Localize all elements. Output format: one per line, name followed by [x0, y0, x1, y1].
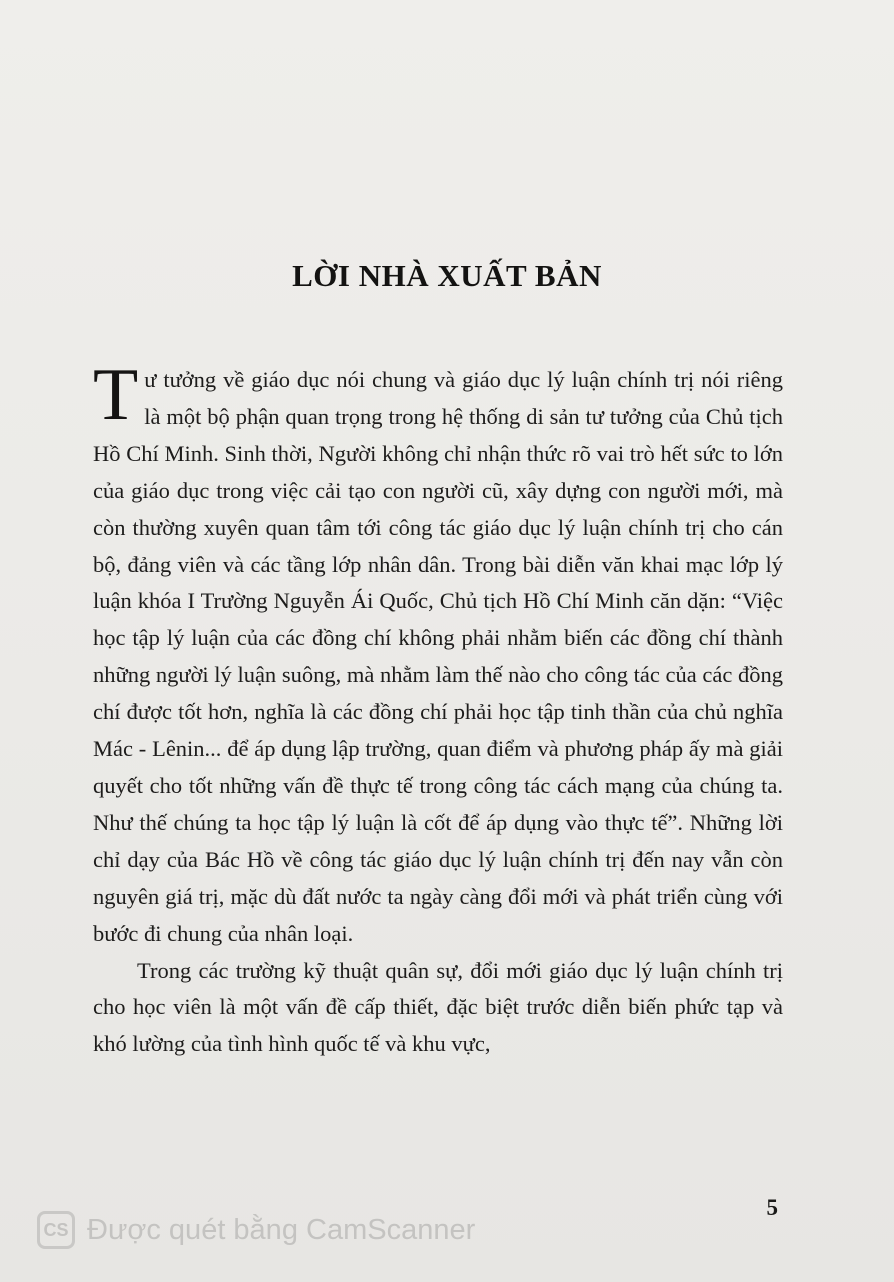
paragraph-2: Trong các trường kỹ thuật quân sự, đổi mới giáo dục lý luận chính trị cho học viên là một vấn đề cấp thiết, đặc biệt trước diễn biến phức tạp và khó lường của tình hình quốc tế và khu vực, [93, 957, 783, 1057]
paragraph-1 [93, 354, 783, 953]
body-text [93, 354, 783, 1063]
paragraph-1-text: ư tưởng về giáo dục nói chung và giáo dục lý luận chính trị nói riêng là một bộ phận quan trọng trong hệ thống di sản tư tưởng của Chủ tịch Hồ Chí Minh. Sinh thời, Người không chỉ nhận thức rõ vai trò hết sức to lớn của giáo dục trong việc cải tạo con người cũ, xây dựng con người mới, mà còn thường xuyên quan tâm tới công tác giáo dục lý luận chính trị cho cán bộ, đảng viên và các tầng lớp nhân dân. Trong bài diễn văn khai mạc lớp lý luận khóa I Trường Nguyễn Ái Quốc, Chủ tịch Hồ Chí Minh căn dặn: “Việc học tập lý luận của các đồng chí không phải nhằm biến các đồng chí thành những người lý luận suông, mà nhằm làm thế nào cho công tác của các đồng chí được tốt hơn, nghĩa là các đồng chí phải học tập tinh thần của chủ nghĩa Mác - Lênin... để áp dụng lập trường, quan điểm và phương pháp ấy mà giải quyết cho tốt những vấn đề thực tế trong công tác cách mạng của chúng ta. Như thế chúng ta học tập lý luận là cốt để áp dụng vào thực tế”. Những lời chỉ dạy của Bác Hồ về công tác giáo dục lý luận chính trị đến nay vẫn còn nguyên giá trị, mặc dù đất nước ta ngày càng đổi mới và phát triển cùng với bước đi chung của nhân loại. [93, 367, 783, 946]
camscanner-watermark [37, 1210, 475, 1250]
page-heading: LỜI NHÀ XUẤT BẢN [292, 258, 602, 293]
watermark-text: Được quét bằng CamScanner [87, 1213, 476, 1246]
drop-cap: T [93, 354, 139, 436]
camscanner-logo-icon: CS [37, 1211, 75, 1249]
page-number: 5 [766, 1195, 778, 1220]
